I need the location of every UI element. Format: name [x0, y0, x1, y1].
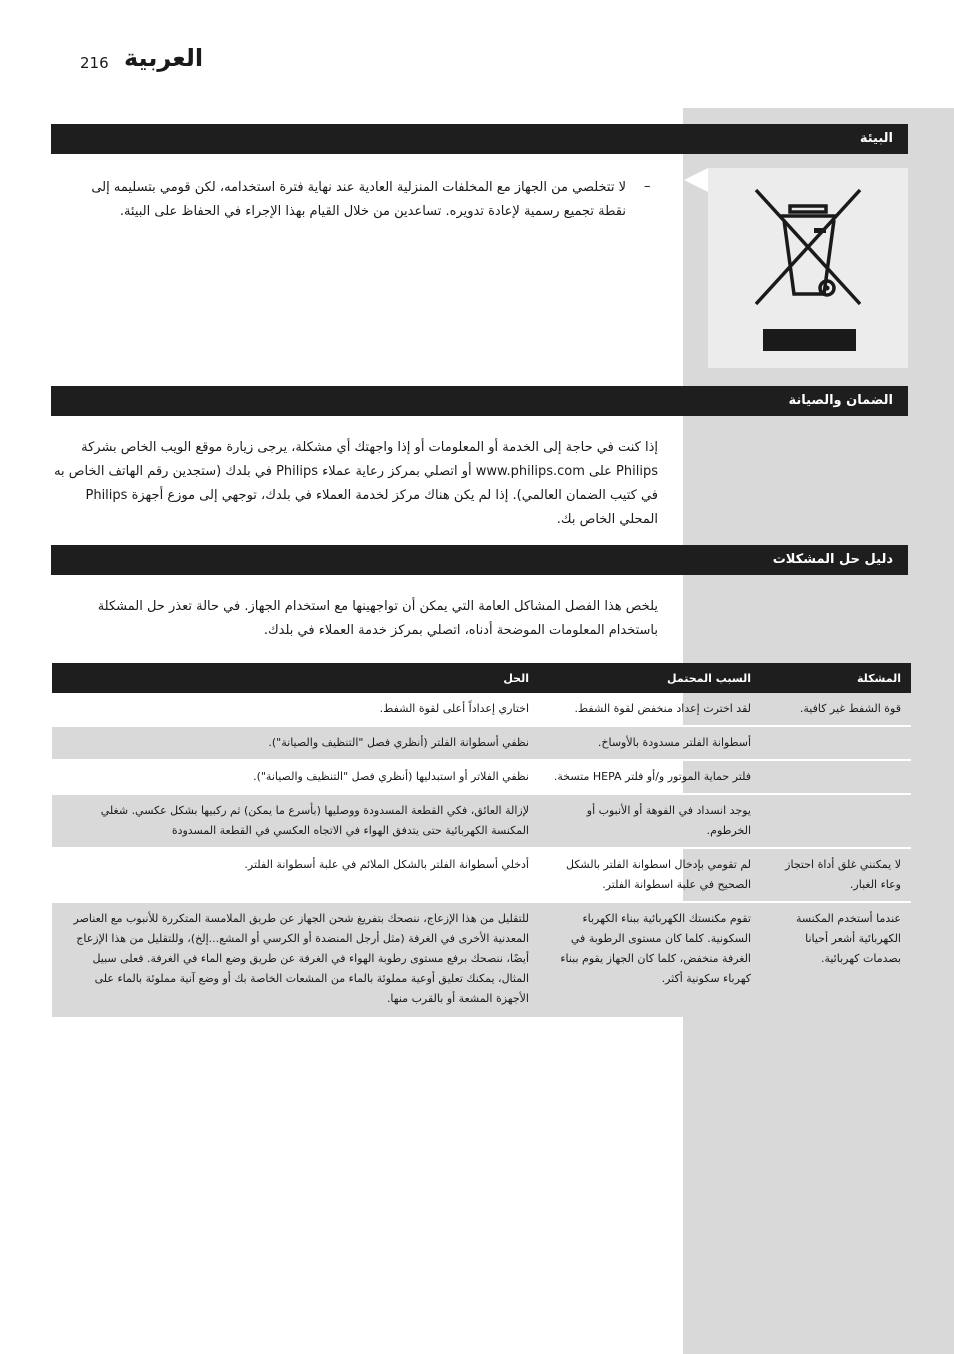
problem-cell: لا يمكنني غلق أداة احتجاز وعاء الغبار.	[761, 848, 911, 902]
table-row	[52, 693, 911, 726]
problem-cell	[761, 760, 911, 794]
column-header-cause: السبب المحتمل	[539, 663, 761, 693]
problem-cell: عندما أستخدم المكنسة الكهربائية أشعر أحيانا بصدمات كهربائية.	[761, 902, 911, 1016]
table-row	[52, 794, 911, 848]
cause-cell: أسطوانة الفلتر مسدودة بالأوساخ.	[539, 726, 761, 760]
solution-cell: أدخلي أسطوانة الفلتر بالشكل الملائم في علبة أسطوانة الفلتر.	[52, 848, 539, 902]
crossed-out-wheelie-bin-icon	[708, 168, 908, 368]
weee-symbol-box	[708, 168, 908, 368]
cause-cell: تقوم مكنستك الكهربائية ببناء الكهرباء السكونية. كلما كان مستوى الرطوبة في الغرفة منخفض، كلما كان الجهاز يقوم ببناء كهرباء سكونية أكثر.	[539, 902, 761, 1016]
problem-cell	[761, 794, 911, 848]
cause-cell: لقد اخترت إعداد منخفض لقوة الشفط.	[539, 693, 761, 726]
troubleshooting-table	[52, 663, 911, 1017]
solution-cell: لإزالة العائق، فكي القطعة المسدودة ووصليها (بأسرع ما يمكن) ثم ركبيها بشكل عكسي. شغلي المكنسة الكهربائية حتى يتدفق الهواء في الاتجاه العكسي في القطعة المسدودة	[52, 794, 539, 848]
page-language-title: العربية	[124, 44, 204, 72]
section-title-guarantee: الضمان والصيانة	[52, 387, 907, 415]
solution-cell: نظفي الفلاتر أو استبدليها (أنظري فصل "التنظيف والصيانة").	[52, 760, 539, 794]
solution-cell: للتقليل من هذا الإزعاج، ننصحك بتفريغ شحن الجهاز عن طريق الملامسة المتكررة للأنبوب مع العناصر المعدنية الأخرى في الغرفة (مثل أرجل المنضدة أو الكرسي أو المشع...إلخ)، وللتقليل من هذا الإزعاج أيضًا، ننصحك برفع مستوى رطوبة الهواء في الغرفة عن طريق وضع الماء في الغرفة. فعلى سبيل المثال، يمكنك تعليق أوعية مملوئة بالماء من المشعات الخاصة بك أو وضع آنية مملوئة بالماء على الأجهزة المشعة أو بالقرب منها.	[52, 902, 539, 1016]
solution-cell: اختاري إعداداً أعلى لقوة الشفط.	[52, 693, 539, 726]
callout-pointer	[684, 168, 708, 192]
table-header-row	[52, 663, 911, 693]
troubleshooting-intro: يلخص هذا الفصل المشاكل العامة التي يمكن أن تواجهينها مع استخدام الجهاز. في حالة تعذر حل المشكلة باستخدام المعلومات الموضحة أدناه، اتصلي بمركز خدمة العملاء في بلدك.	[97, 599, 658, 638]
problem-cell: قوة الشفط غير كافية.	[761, 693, 911, 726]
column-header-solution: الحل	[52, 663, 539, 693]
table-row	[52, 902, 911, 1016]
column-header-problem: المشكلة	[761, 663, 911, 693]
solution-cell: نظفي أسطوانة الفلتر (أنظري فصل "التنظيف والصيانة").	[52, 726, 539, 760]
cause-cell: فلتر حماية الموتور و/أو فلتر HEPA متسخة.	[539, 760, 761, 794]
table-row	[52, 848, 911, 902]
guarantee-text: إذا كنت في حاجة إلى الخدمة أو المعلومات أو إذا واجهتك أي مشكلة، يرجى زيارة موقع الويب الخاص بشركة Philips على www.philips.com أو اتصلي بمركز رعاية عملاء Philips في بلدك (ستجدين رقم الهاتف الخاص به في كتيب الضمان العالمي). إذا لم يكن هناك مركز لخدمة العملاء في بلدك، توجهي إلى موزع أجهزة Philips المحلي الخاص بك.	[54, 440, 658, 527]
list-bullet: –	[644, 179, 651, 194]
cause-cell: لم تقومي بإدخال اسطوانة الفلتر بالشكل الصحيح في علبة اسطوانة الفلتر.	[539, 848, 761, 902]
section-title-environment: البيئة	[52, 125, 907, 153]
problem-cell	[761, 726, 911, 760]
table-row	[52, 760, 911, 794]
environment-text: لا تتخلصي من الجهاز مع المخلفات المنزلية العادية عند نهاية فترة استخدامه، لكن قومي بتسليمه إلى نقطة تجميع رسمية لإعادة تدويره. تساعدين من خلال القيام بهذا الإجراء في الحفاظ على البيئة.	[91, 180, 626, 219]
section-title-troubleshooting: دليل حل المشكلات	[52, 546, 907, 574]
table-row	[52, 726, 911, 760]
cause-cell: يوجد انسداد في الفوهة أو الأنبوب أو الخرطوم.	[539, 794, 761, 848]
page-number: 216	[80, 54, 109, 72]
